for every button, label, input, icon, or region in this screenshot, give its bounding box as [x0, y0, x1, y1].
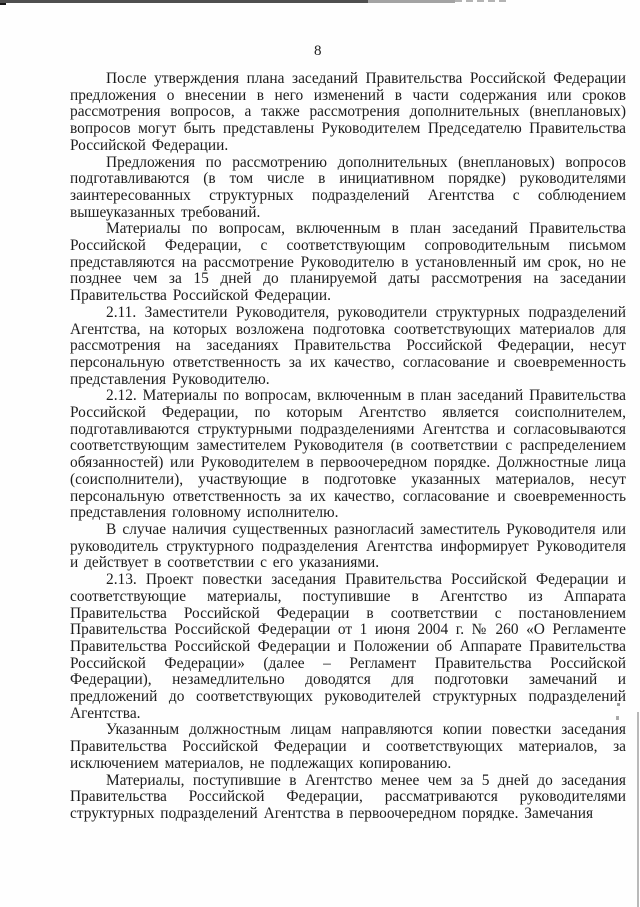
- paragraph: Предложения по рассмотрению дополнительных (внеплановых) вопросов подготавливаются (в том числе в инициативном порядке) руководителями заинтересованных структурных подразделений Агентства с соблюдением вышеуказанных требований.: [70, 153, 626, 221]
- paragraph: Материалы, поступившие в Агентство менее чем за 5 дней до заседания Правительства Российской Федерации, рассматриваются руководителями структурных подразделений Агентства в первоочередном порядке. Замечания: [70, 771, 626, 822]
- paragraph-2-12: 2.12. Материалы по вопросам, включенным в план заседаний Правительства Российской Федерации, по которым Агентство является соисполнителем, подготавливаются структурными подразделениями Агентства и согласовываются соответствующим заместителем Руководителя (в соответствии с распределением обязанностей) или Руководителем в первоочередном порядке. Должностные лица (соисполнители), участвующие в подготовке указанных материалов, несут персональную ответственность за их качество, согласование и своевременность представления головному исполнителю.: [70, 387, 626, 522]
- paragraph-2-11: 2.11. Заместители Руководителя, руководители структурных подразделений Агентства, на которых возложена подготовка соответствующих материалов для рассмотрения на заседаниях Правительства Российской Федерации, несут персональную ответственность за их качество, согласование и своевременность представления Руководителю.: [70, 303, 626, 388]
- paragraph: Материалы по вопросам, включенным в план заседаний Правительства Российской Федерации, с соответствующим сопроводительным письмом представляются на рассмотрение Руководителю в установленный им срок, но не позднее чем за 15 дней до планируемой даты рассмотрения на заседании Правительства Российской Федерации.: [70, 220, 626, 305]
- scan-artifact-top-light-band: [368, 0, 455, 3]
- page-number: 8: [314, 43, 322, 59]
- document-body: [70, 71, 626, 823]
- paragraph: Указанным должностным лицам направляются копии повестки заседания Правительства Российской Федерации и соответствующих материалов, за исключением материалов, не подлежащих копированию.: [70, 721, 626, 772]
- scan-artifact-top-dark-band: [0, 0, 368, 3]
- scan-artifact-right-edge-line: [637, 712, 639, 907]
- scan-artifact-top-dashes: [455, 0, 509, 2]
- paragraph-2-13: 2.13. Проект повестки заседания Правительства Российской Федерации и соответствующие материалы, поступившие в Агентство из Аппарата Правительства Российской Федерации в соответствии с постановлением Правительства Российской Федерации от 1 июня 2004 г. № 260 «О Регламенте Правительства Российской Федерации и Положении об Аппарате Правительства Российской Федерации» (далее – Регламент Правительства Российской Федерации), незамедлительно доводятся для подготовки замечаний и предложений до соответствующих руководителей структурных подразделений Агентства.: [70, 571, 626, 722]
- paragraph: После утверждения плана заседаний Правительства Российской Федерации предложения о внесении в него изменений в части содержания или сроков рассмотрения вопросов, а также рассмотрения дополнительных (внеплановых) вопросов могут быть представлены Руководителем Председателю Правительства Российской Федерации.: [70, 70, 626, 154]
- paragraph: В случае наличия существенных разногласий заместитель Руководителя или руководитель структурного подразделения Агентства информирует Руководителя и действует в соответствии с его указаниями.: [70, 520, 626, 572]
